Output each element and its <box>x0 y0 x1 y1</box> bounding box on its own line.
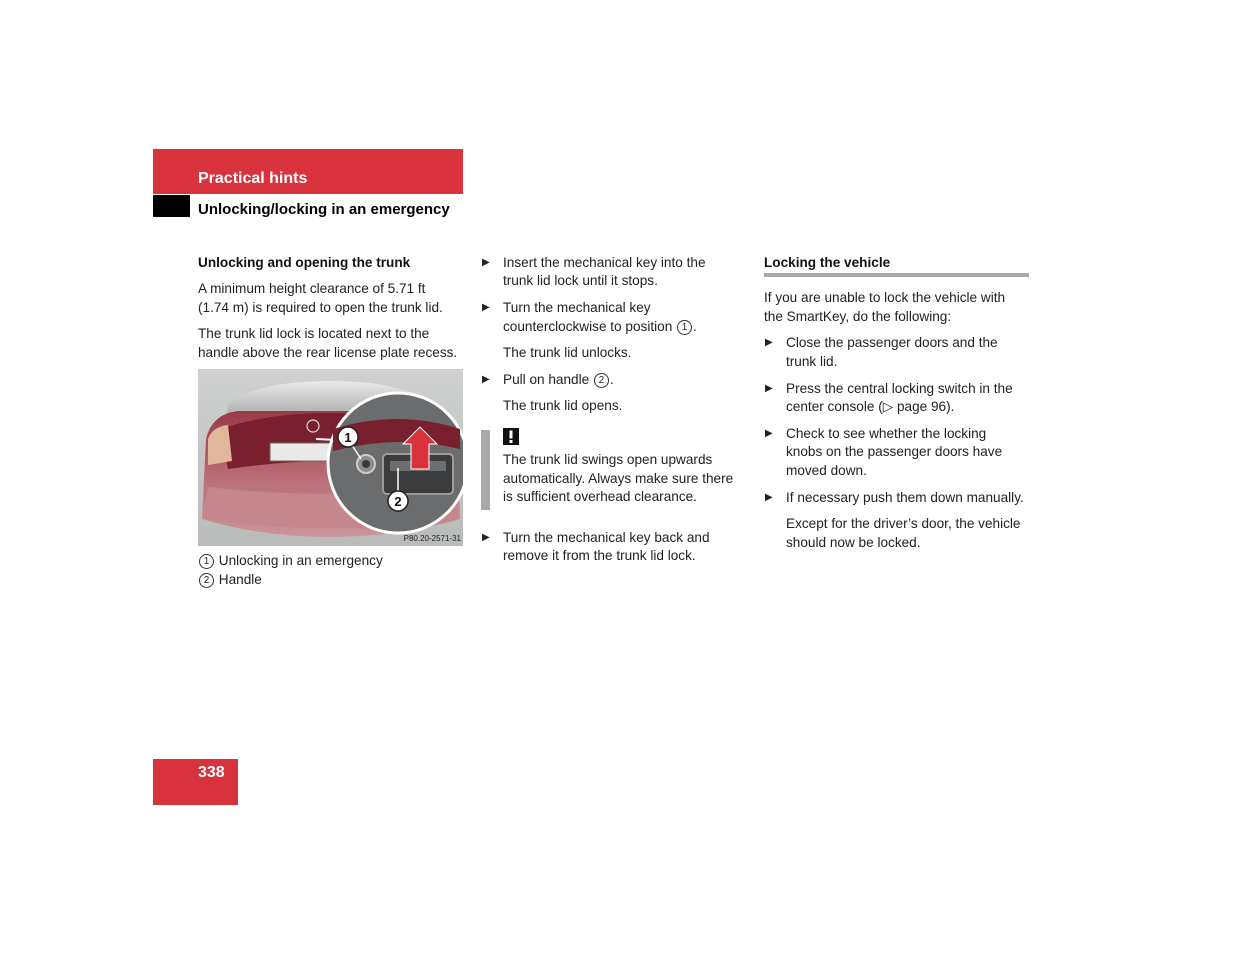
warning-line-1: The trunk lid swings open upwards <box>503 452 713 467</box>
page-number-tab <box>153 759 238 805</box>
section-marker <box>153 195 190 217</box>
bullet-icon: ▶ <box>482 257 490 268</box>
callout-1: 1 <box>344 430 352 445</box>
step-check-knobs-line-3: moved down. <box>786 463 867 478</box>
legend-label-2: Handle <box>218 572 262 587</box>
bullet-icon: ▶ <box>482 302 490 313</box>
warning-line-3: is sufficient overhead clearance. <box>503 489 697 504</box>
bullet-icon: ▶ <box>765 492 773 503</box>
legend-item-2 <box>198 570 262 589</box>
step-insert-key-line-1: Insert the mechanical key into the <box>503 255 706 270</box>
locking-intro-line-1: If you are unable to lock the vehicle with <box>764 290 1006 305</box>
step-insert-key-line-2: trunk lid lock until it stops. <box>503 273 658 288</box>
callout-2: 2 <box>394 494 402 509</box>
warning-line-2: automatically. Always make sure there <box>503 471 734 486</box>
clearance-line-1: A minimum height clearance of 5.71 ft <box>198 281 426 296</box>
step-turn-key-line-2: counterclockwise to position 1 . <box>503 319 697 334</box>
bullet-icon: ▶ <box>765 383 773 394</box>
locking-heading: Locking the vehicle <box>764 255 891 270</box>
heading-rule <box>764 273 1029 277</box>
page-number: 338 <box>198 764 225 781</box>
page-subtitle: Unlocking/locking in an emergency <box>198 201 450 218</box>
position-1-ref: 1 <box>677 320 692 335</box>
figure-code: P80.20-2571-31 <box>403 534 461 543</box>
step-check-knobs-line-1: Check to see whether the locking <box>786 426 987 441</box>
legend-label-1: Unlocking in an emergency <box>218 553 383 568</box>
step-turn-key-text: counterclockwise to position <box>503 319 673 334</box>
step-remove-key-line-2: remove it from the trunk lid lock. <box>503 548 696 563</box>
trunk-heading: Unlocking and opening the trunk <box>198 255 411 270</box>
step-pull-handle: Pull on handle 2 . <box>503 372 614 387</box>
bullet-icon: ▶ <box>482 374 490 385</box>
step-check-knobs-line-2: knobs on the passenger doors have <box>786 444 1003 459</box>
bullet-icon: ▶ <box>765 337 773 348</box>
warning-bar <box>481 430 490 510</box>
trunk-lock-illustration <box>198 369 463 546</box>
locking-intro-line-2: the SmartKey, do the following: <box>764 309 952 324</box>
section-title: Practical hints <box>198 170 308 187</box>
legend-item-1 <box>198 551 383 570</box>
bullet-icon: ▶ <box>482 532 490 543</box>
step-turn-key-line-1: Turn the mechanical key <box>503 300 651 315</box>
result-unlocks: The trunk lid unlocks. <box>503 345 632 360</box>
lock-location-line-2: handle above the rear license plate recess. <box>198 345 458 360</box>
step-remove-key-line-1: Turn the mechanical key back and <box>503 530 710 545</box>
legend-number-2: 2 <box>199 573 214 588</box>
step-close-doors-line-1: Close the passenger doors and the <box>786 335 998 350</box>
locked-result-line-2: should now be locked. <box>786 535 921 550</box>
bullet-icon: ▶ <box>765 428 773 439</box>
step-close-doors-line-2: trunk lid. <box>786 354 838 369</box>
clearance-line-2: (1.74 m) is required to open the trunk lid. <box>198 300 443 315</box>
result-opens: The trunk lid opens. <box>503 398 623 413</box>
step-push-down: If necessary push them down manually. <box>786 490 1024 505</box>
warning-icon <box>503 428 519 445</box>
legend-number-1: 1 <box>199 554 214 569</box>
step-pull-handle-text: Pull on handle <box>503 372 590 387</box>
step-central-locking-line-1: Press the central locking switch in the <box>786 381 1013 396</box>
handle-2-ref: 2 <box>594 373 609 388</box>
step-central-locking-line-2: center console (▷ page 96). <box>786 399 955 414</box>
lock-location-line-1: The trunk lid lock is located next to the <box>198 326 430 341</box>
locked-result-line-1: Except for the driver’s door, the vehicle <box>786 516 1021 531</box>
